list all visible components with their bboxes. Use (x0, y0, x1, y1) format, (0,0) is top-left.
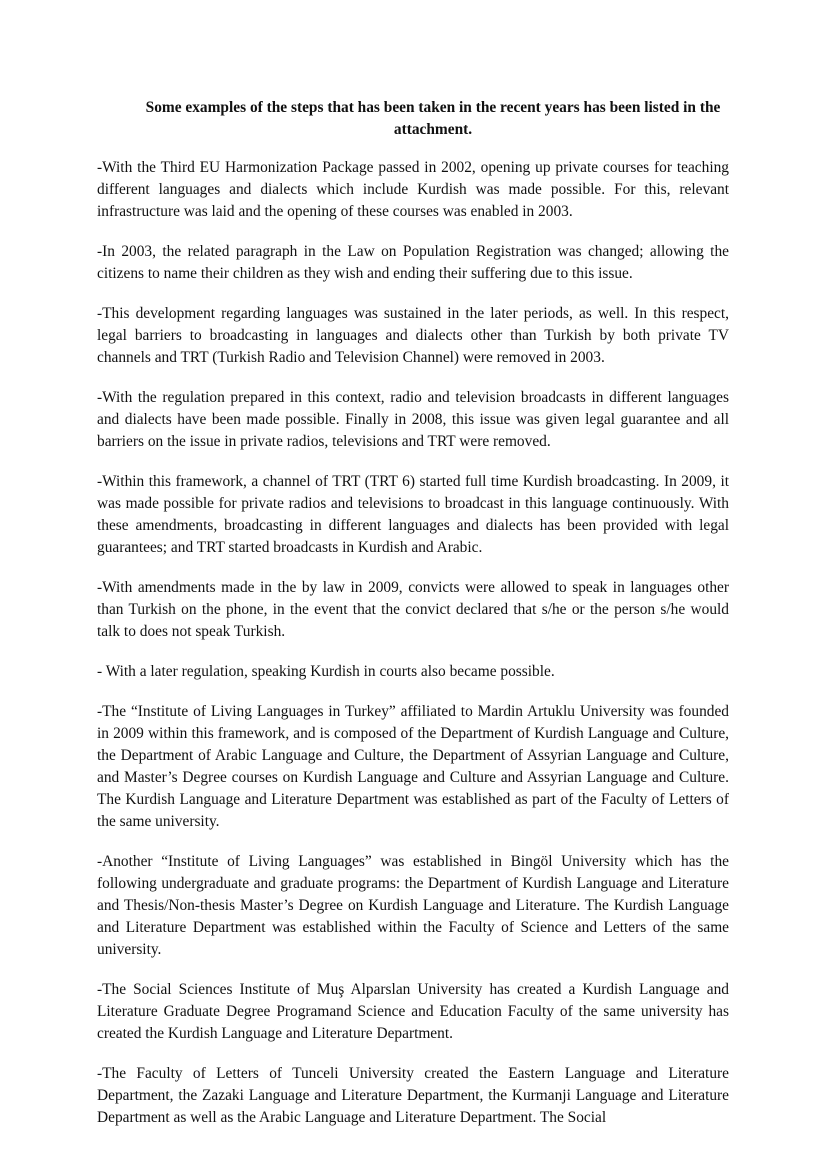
paragraph-population-registration: -In 2003, the related paragraph in the Law on Population Registration was changed; allowing the citizens to name their children as they wish and ending their suffering due to this issue. (97, 243, 729, 282)
paragraph-mardin-artuklu: -The “Institute of Living Languages in Turkey” affiliated to Mardin Artuklu University was founded in 2009 within this framework, and is composed of the Department of Kurdish Language and Culture, the Department of Arabic Language and Culture, the Department of Assyrian Language and Culture, and Master’s Degree courses on Kurdish Language and Culture and Assyrian Language and Culture. The Kurdish Language and Literature Department was established as part of the Faculty of Letters of the same university. (97, 703, 729, 830)
document-page (97, 97, 729, 1147)
paragraph-bingol: -Another “Institute of Living Languages” was established in Bingöl University which has the following undergraduate and graduate programs: the Department of Kurdish Language and Literature and Thesis/Non-thesis Master’s Degree on Kurdish Language and Literature. The Kurdish Language and Literature Department was established within the Faculty of Science and Letters of the same university. (97, 853, 729, 958)
paragraph-courts: - With a later regulation, speaking Kurdish in courts also became possible. (97, 663, 555, 680)
paragraph-mus-alparslan: -The Social Sciences Institute of Muş Alparslan University has created a Kurdish Language and Literature Graduate Degree Programand Science and Education Faculty of the same university has created the Kurdish Language and Literature Department. (97, 981, 729, 1042)
paragraph-convicts-phone: -With amendments made in the by law in 2009, convicts were allowed to speak in languages other than Turkish on the phone, in the event that the convict declared that s/he or the person s/he would talk to does not speak Turkish. (97, 579, 729, 640)
paragraph-trt6: -Within this framework, a channel of TRT (TRT 6) started full time Kurdish broadcasting. In 2009, it was made possible for private radios and televisions to broadcast in this language continuously. With these amendments, broadcasting in different languages and dialects has been provided with legal guarantees; and TRT started broadcasts in Kurdish and Arabic. (97, 473, 729, 556)
paragraph-broadcasting-barriers: -This development regarding languages was sustained in the later periods, as well. In this respect, legal barriers to broadcasting in languages and dialects other than Turkish by both private TV channels and TRT (Turkish Radio and Television Channel) were removed in 2003. (97, 305, 729, 366)
paragraph-tunceli: -The Faculty of Letters of Tunceli University created the Eastern Language and Literature Department, the Zazaki Language and Literature Department, the Kurmanji Language and Literature Department as well as the Arabic Language and Literature Department. The Social (97, 1065, 729, 1126)
paragraph-eu-harmonization: -With the Third EU Harmonization Package passed in 2002, opening up private courses for teaching different languages and dialects which include Kurdish was made possible. For this, relevant infrastructure was laid and the opening of these courses was enabled in 2003. (97, 159, 729, 220)
paragraph-broadcast-regulation: -With the regulation prepared in this context, radio and television broadcasts in different languages and dialects have been made possible. Finally in 2008, this issue was given legal guarantee and all barriers on the issue in private radios, televisions and TRT were removed. (97, 389, 729, 450)
document-heading: Some examples of the steps that has been taken in the recent years has been listed in the attachment. (145, 99, 721, 138)
